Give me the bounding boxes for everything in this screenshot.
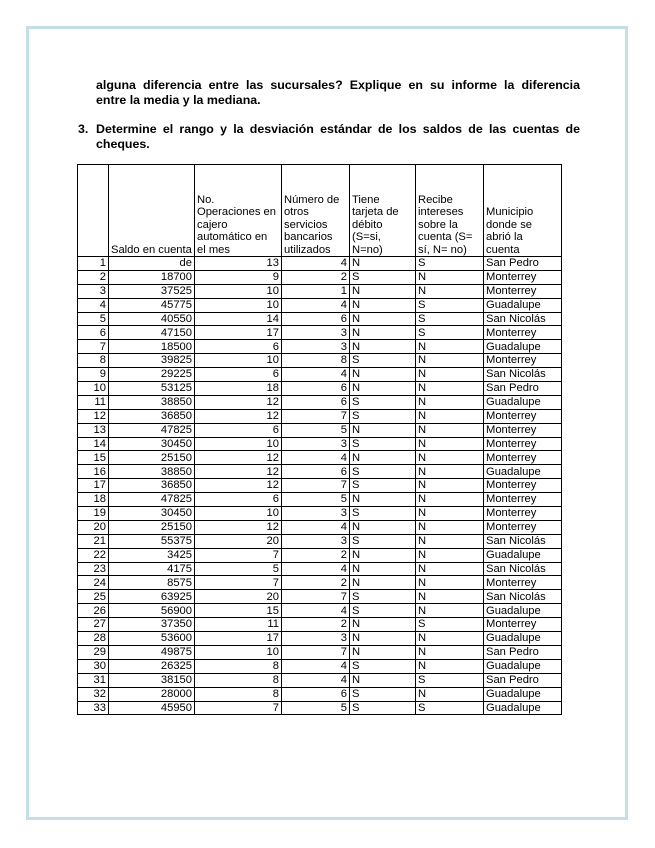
municipio-cell: San Nicolás [484, 562, 562, 576]
tarjeta-cell: N [350, 326, 416, 340]
tarjeta-cell: S [350, 590, 416, 604]
tarjeta-cell: N [350, 493, 416, 507]
table-row [78, 520, 562, 534]
municipio-cell: Guadalupe [484, 687, 562, 701]
servicios-cell: 3 [282, 507, 350, 521]
row-index: 22 [78, 548, 109, 562]
row-index: 27 [78, 618, 109, 632]
servicios-cell: 4 [282, 520, 350, 534]
header-saldo: Saldo en cuenta [109, 165, 195, 257]
row-index: 33 [78, 701, 109, 715]
operaciones-cell: 20 [195, 534, 282, 548]
municipio-cell: Monterrey [484, 354, 562, 368]
saldo-cell: 47825 [109, 423, 195, 437]
table-row [78, 326, 562, 340]
servicios-cell: 7 [282, 479, 350, 493]
intereses-cell: S [416, 312, 484, 326]
municipio-cell: Guadalupe [484, 465, 562, 479]
tarjeta-cell: N [350, 451, 416, 465]
servicios-cell: 2 [282, 618, 350, 632]
intereses-cell: N [416, 395, 484, 409]
row-index: 13 [78, 423, 109, 437]
intereses-cell: N [416, 451, 484, 465]
operaciones-cell: 12 [195, 465, 282, 479]
table-row [78, 618, 562, 632]
header-servicios: Número de otros servicios bancarios utilizados [282, 165, 350, 257]
row-index: 14 [78, 437, 109, 451]
table-row [78, 479, 562, 493]
tarjeta-cell: N [350, 340, 416, 354]
operaciones-cell: 7 [195, 576, 282, 590]
municipio-cell: Guadalupe [484, 298, 562, 312]
row-index: 17 [78, 479, 109, 493]
servicios-cell: 5 [282, 701, 350, 715]
servicios-cell: 2 [282, 548, 350, 562]
row-index: 9 [78, 368, 109, 382]
operaciones-cell: 20 [195, 590, 282, 604]
row-index: 10 [78, 382, 109, 396]
table-row [78, 507, 562, 521]
tarjeta-cell: S [350, 507, 416, 521]
row-index: 12 [78, 409, 109, 423]
servicios-cell: 4 [282, 562, 350, 576]
table-row [78, 409, 562, 423]
intereses-cell: N [416, 507, 484, 521]
tarjeta-cell: S [350, 534, 416, 548]
intereses-cell: N [416, 520, 484, 534]
saldo-cell: 47825 [109, 493, 195, 507]
intereses-cell: N [416, 423, 484, 437]
table-row [78, 298, 562, 312]
saldo-cell: 30450 [109, 507, 195, 521]
municipio-cell: Monterrey [484, 270, 562, 284]
saldo-cell: 28000 [109, 687, 195, 701]
municipio-cell: San Nicolás [484, 312, 562, 326]
saldo-cell: 8575 [109, 576, 195, 590]
saldo-cell: 63925 [109, 590, 195, 604]
table-row [78, 548, 562, 562]
row-index: 30 [78, 659, 109, 673]
municipio-cell: San Pedro [484, 645, 562, 659]
servicios-cell: 4 [282, 257, 350, 271]
table-row [78, 687, 562, 701]
operaciones-cell: 6 [195, 423, 282, 437]
intereses-cell: N [416, 270, 484, 284]
servicios-cell: 4 [282, 673, 350, 687]
saldo-cell: 56900 [109, 604, 195, 618]
tarjeta-cell: S [350, 409, 416, 423]
table-row [78, 645, 562, 659]
municipio-cell: San Pedro [484, 673, 562, 687]
intereses-cell: N [416, 534, 484, 548]
servicios-cell: 8 [282, 354, 350, 368]
saldo-cell: 18500 [109, 340, 195, 354]
operaciones-cell: 8 [195, 687, 282, 701]
tarjeta-cell: N [350, 562, 416, 576]
municipio-cell: Guadalupe [484, 701, 562, 715]
intereses-cell: S [416, 298, 484, 312]
table-row [78, 368, 562, 382]
intereses-cell: N [416, 284, 484, 298]
servicios-cell: 4 [282, 451, 350, 465]
servicios-cell: 6 [282, 312, 350, 326]
table-row [78, 395, 562, 409]
intereses-cell: N [416, 479, 484, 493]
municipio-cell: San Nicolás [484, 590, 562, 604]
tarjeta-cell: N [350, 423, 416, 437]
servicios-cell: 3 [282, 340, 350, 354]
row-index: 6 [78, 326, 109, 340]
servicios-cell: 7 [282, 645, 350, 659]
operaciones-cell: 5 [195, 562, 282, 576]
table-row [78, 659, 562, 673]
operaciones-cell: 10 [195, 437, 282, 451]
header-tarjeta: Tiene tarjeta de débito (S=si, N=no) [350, 165, 416, 257]
servicios-cell: 1 [282, 284, 350, 298]
operaciones-cell: 12 [195, 479, 282, 493]
saldo-cell: 40550 [109, 312, 195, 326]
intereses-cell: N [416, 368, 484, 382]
header-municipio: Municipio donde se abrió la cuenta [484, 165, 562, 257]
tarjeta-cell: N [350, 520, 416, 534]
row-index: 3 [78, 284, 109, 298]
saldo-cell: 39825 [109, 354, 195, 368]
question-number: 3. [78, 122, 89, 136]
intereses-cell: S [416, 257, 484, 271]
servicios-cell: 6 [282, 395, 350, 409]
table-row [78, 340, 562, 354]
saldo-cell: 3425 [109, 548, 195, 562]
servicios-cell: 4 [282, 368, 350, 382]
operaciones-cell: 8 [195, 673, 282, 687]
saldo-cell: 25150 [109, 520, 195, 534]
municipio-cell: Guadalupe [484, 548, 562, 562]
saldo-cell: 45950 [109, 701, 195, 715]
servicios-cell: 6 [282, 687, 350, 701]
tarjeta-cell: S [350, 437, 416, 451]
row-index: 29 [78, 645, 109, 659]
saldo-cell: 38150 [109, 673, 195, 687]
intereses-cell: S [416, 673, 484, 687]
saldo-cell: 4175 [109, 562, 195, 576]
saldo-cell: 36850 [109, 409, 195, 423]
intereses-cell: N [416, 562, 484, 576]
operaciones-cell: 18 [195, 382, 282, 396]
row-index: 25 [78, 590, 109, 604]
intereses-cell: N [416, 409, 484, 423]
operaciones-cell: 11 [195, 618, 282, 632]
table-row [78, 604, 562, 618]
table-row [78, 590, 562, 604]
saldo-cell: 55375 [109, 534, 195, 548]
operaciones-cell: 17 [195, 326, 282, 340]
servicios-cell: 6 [282, 382, 350, 396]
municipio-cell: Monterrey [484, 507, 562, 521]
row-index: 26 [78, 604, 109, 618]
municipio-cell: Guadalupe [484, 395, 562, 409]
servicios-cell: 5 [282, 493, 350, 507]
intereses-cell: N [416, 340, 484, 354]
intereses-cell: N [416, 548, 484, 562]
servicios-cell: 7 [282, 590, 350, 604]
row-index: 21 [78, 534, 109, 548]
servicios-cell: 6 [282, 465, 350, 479]
tarjeta-cell: S [350, 479, 416, 493]
table-row [78, 632, 562, 646]
row-index: 31 [78, 673, 109, 687]
intereses-cell: N [416, 604, 484, 618]
table-row [78, 673, 562, 687]
intereses-cell: S [416, 326, 484, 340]
servicios-cell: 3 [282, 534, 350, 548]
table-row [78, 270, 562, 284]
intereses-cell: N [416, 382, 484, 396]
saldo-cell: 25150 [109, 451, 195, 465]
intereses-cell: S [416, 618, 484, 632]
tarjeta-cell: S [350, 354, 416, 368]
tarjeta-cell: N [350, 645, 416, 659]
tarjeta-cell: N [350, 548, 416, 562]
municipio-cell: Monterrey [484, 493, 562, 507]
row-index: 23 [78, 562, 109, 576]
header-operaciones: No. Operaciones en cajero automático en el mes [195, 165, 282, 257]
accounts-table [77, 164, 562, 715]
servicios-cell: 5 [282, 423, 350, 437]
municipio-cell: Guadalupe [484, 604, 562, 618]
saldo-cell: 45775 [109, 298, 195, 312]
tarjeta-cell: N [350, 673, 416, 687]
tarjeta-cell: N [350, 632, 416, 646]
table-row [78, 423, 562, 437]
intereses-cell: N [416, 590, 484, 604]
saldo-cell: 26325 [109, 659, 195, 673]
table-row [78, 562, 562, 576]
municipio-cell: Monterrey [484, 326, 562, 340]
row-index: 15 [78, 451, 109, 465]
municipio-cell: San Nicolás [484, 534, 562, 548]
tarjeta-cell: N [350, 368, 416, 382]
tarjeta-cell: N [350, 298, 416, 312]
operaciones-cell: 14 [195, 312, 282, 326]
tarjeta-cell: N [350, 284, 416, 298]
municipio-cell: Guadalupe [484, 632, 562, 646]
operaciones-cell: 8 [195, 659, 282, 673]
intro-line-2: entre la media y la mediana. [96, 92, 261, 107]
saldo-cell: 36850 [109, 479, 195, 493]
municipio-cell: Monterrey [484, 479, 562, 493]
question-text [96, 122, 580, 151]
tarjeta-cell: S [350, 270, 416, 284]
table-row [78, 701, 562, 715]
header-intereses: Recibe intereses sobre la cuenta (S= sí, N= no) [416, 165, 484, 257]
operaciones-cell: 7 [195, 701, 282, 715]
operaciones-cell: 7 [195, 548, 282, 562]
table-row [78, 382, 562, 396]
saldo-cell: de [109, 257, 195, 271]
operaciones-cell: 17 [195, 632, 282, 646]
servicios-cell: 4 [282, 604, 350, 618]
intro-line-1: alguna diferencia entre las sucursales? Explique en su informe la diferencia [96, 78, 580, 92]
saldo-cell: 29225 [109, 368, 195, 382]
tarjeta-cell: N [350, 257, 416, 271]
intereses-cell: S [416, 701, 484, 715]
saldo-cell: 37525 [109, 284, 195, 298]
operaciones-cell: 12 [195, 395, 282, 409]
servicios-cell: 4 [282, 659, 350, 673]
operaciones-cell: 10 [195, 284, 282, 298]
intereses-cell: N [416, 687, 484, 701]
operaciones-cell: 6 [195, 493, 282, 507]
municipio-cell: San Pedro [484, 382, 562, 396]
servicios-cell: 3 [282, 437, 350, 451]
tarjeta-cell: S [350, 687, 416, 701]
table-row [78, 354, 562, 368]
row-index: 32 [78, 687, 109, 701]
table-row [78, 437, 562, 451]
servicios-cell: 7 [282, 409, 350, 423]
question-line-1: Determine el rango y la desviación estándar de los saldos de las cuentas de [96, 122, 580, 136]
row-index: 11 [78, 395, 109, 409]
municipio-cell: Monterrey [484, 284, 562, 298]
intereses-cell: N [416, 645, 484, 659]
tarjeta-cell: N [350, 618, 416, 632]
row-index: 28 [78, 632, 109, 646]
operaciones-cell: 10 [195, 354, 282, 368]
operaciones-cell: 15 [195, 604, 282, 618]
operaciones-cell: 10 [195, 507, 282, 521]
table-row [78, 465, 562, 479]
tarjeta-cell: S [350, 659, 416, 673]
servicios-cell: 3 [282, 326, 350, 340]
operaciones-cell: 10 [195, 645, 282, 659]
table-row [78, 576, 562, 590]
tarjeta-cell: S [350, 465, 416, 479]
tarjeta-cell: S [350, 701, 416, 715]
saldo-cell: 38850 [109, 395, 195, 409]
row-index: 5 [78, 312, 109, 326]
row-index: 2 [78, 270, 109, 284]
row-index: 19 [78, 507, 109, 521]
intereses-cell: N [416, 354, 484, 368]
table-row [78, 257, 562, 271]
row-index: 4 [78, 298, 109, 312]
tarjeta-cell: S [350, 604, 416, 618]
servicios-cell: 2 [282, 576, 350, 590]
servicios-cell: 3 [282, 632, 350, 646]
intereses-cell: N [416, 465, 484, 479]
operaciones-cell: 12 [195, 520, 282, 534]
tarjeta-cell: S [350, 395, 416, 409]
operaciones-cell: 6 [195, 368, 282, 382]
row-index: 1 [78, 257, 109, 271]
saldo-cell: 53125 [109, 382, 195, 396]
municipio-cell: Monterrey [484, 576, 562, 590]
operaciones-cell: 12 [195, 409, 282, 423]
row-index: 7 [78, 340, 109, 354]
intereses-cell: N [416, 437, 484, 451]
municipio-cell: Monterrey [484, 451, 562, 465]
municipio-cell: Monterrey [484, 618, 562, 632]
tarjeta-cell: N [350, 576, 416, 590]
saldo-cell: 38850 [109, 465, 195, 479]
municipio-cell: Monterrey [484, 520, 562, 534]
saldo-cell: 47150 [109, 326, 195, 340]
header-index [78, 165, 109, 257]
tarjeta-cell: N [350, 312, 416, 326]
row-index: 8 [78, 354, 109, 368]
municipio-cell: Guadalupe [484, 340, 562, 354]
row-index: 20 [78, 520, 109, 534]
intereses-cell: N [416, 576, 484, 590]
table-row [78, 312, 562, 326]
table-header-row [78, 165, 562, 257]
servicios-cell: 2 [282, 270, 350, 284]
operaciones-cell: 6 [195, 340, 282, 354]
municipio-cell: San Pedro [484, 257, 562, 271]
municipio-cell: San Nicolás [484, 368, 562, 382]
saldo-cell: 49875 [109, 645, 195, 659]
operaciones-cell: 10 [195, 298, 282, 312]
operaciones-cell: 13 [195, 257, 282, 271]
intereses-cell: N [416, 493, 484, 507]
operaciones-cell: 9 [195, 270, 282, 284]
question-line-2: cheques. [96, 136, 150, 151]
servicios-cell: 4 [282, 298, 350, 312]
row-index: 24 [78, 576, 109, 590]
intereses-cell: N [416, 659, 484, 673]
saldo-cell: 18700 [109, 270, 195, 284]
table-row [78, 451, 562, 465]
table-row [78, 284, 562, 298]
municipio-cell: Monterrey [484, 409, 562, 423]
tarjeta-cell: N [350, 382, 416, 396]
intereses-cell: N [416, 632, 484, 646]
operaciones-cell: 12 [195, 451, 282, 465]
municipio-cell: Monterrey [484, 423, 562, 437]
row-index: 16 [78, 465, 109, 479]
saldo-cell: 30450 [109, 437, 195, 451]
municipio-cell: Monterrey [484, 437, 562, 451]
row-index: 18 [78, 493, 109, 507]
saldo-cell: 37350 [109, 618, 195, 632]
table-row [78, 493, 562, 507]
table-row [78, 534, 562, 548]
municipio-cell: Guadalupe [484, 659, 562, 673]
saldo-cell: 53600 [109, 632, 195, 646]
intro-paragraph [96, 78, 580, 107]
